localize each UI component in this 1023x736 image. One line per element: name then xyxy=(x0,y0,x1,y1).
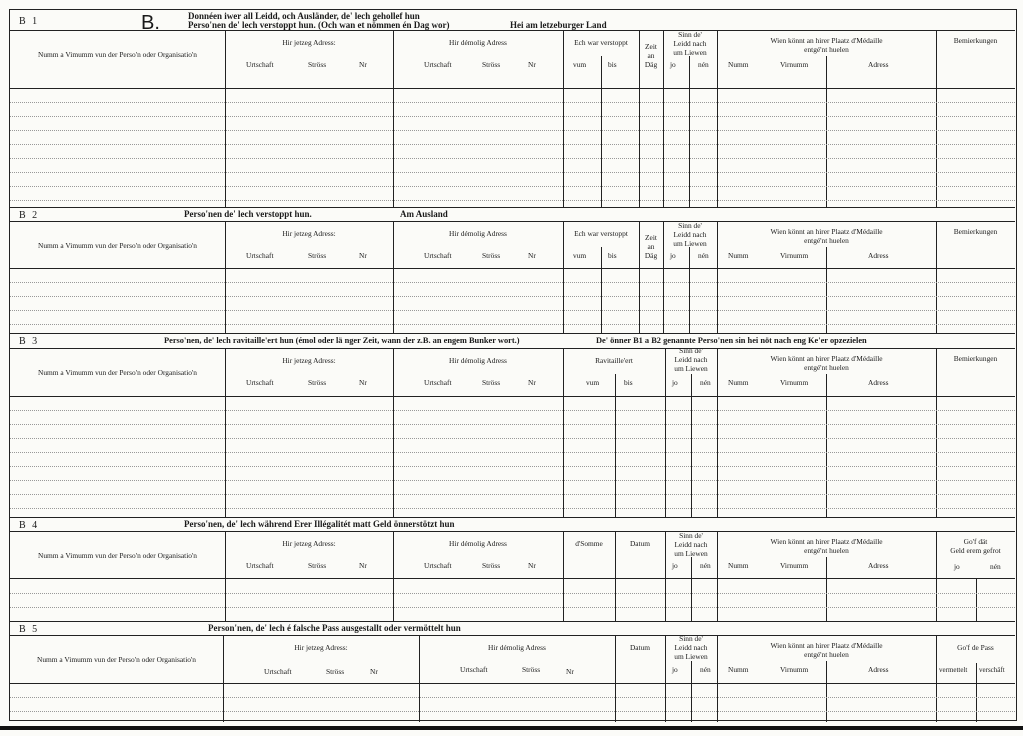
col-from: vum xyxy=(586,378,600,387)
col-suffered-3: um Liewen xyxy=(674,549,708,558)
section-b1 xyxy=(10,10,1015,208)
col-former-number: Nr xyxy=(528,561,536,570)
col-current-street: Ströss xyxy=(326,667,345,676)
col-medal-2: entgé'nt huelen xyxy=(804,236,849,245)
section-b5-title: Person'nen, de' lech é falsche Pass ausgestallt oder vermöttelt hun xyxy=(208,623,461,633)
section-b4-header xyxy=(10,518,1015,532)
section-b5-code: B 5 xyxy=(19,624,40,635)
section-b4-title: Perso'nen, de' lech während Erer Illégalitét matt Geld önnerstötzt hun xyxy=(184,519,455,529)
col-current-locality: Urtschaft xyxy=(264,667,292,676)
col-current-locality: Urtschaft xyxy=(246,251,274,260)
col-hidden: Ech war verstoppt xyxy=(574,229,628,238)
form-letter: B. xyxy=(141,12,160,34)
section-b2-table xyxy=(10,221,1015,334)
col-pass-issued: verschäft xyxy=(979,666,1005,674)
section-b4-table xyxy=(10,531,1015,622)
col-medal-address: Adress xyxy=(868,251,889,260)
col-from: vum xyxy=(573,60,587,69)
col-medal-2: entgé'nt huelen xyxy=(804,45,849,54)
col-yes: jo xyxy=(672,665,678,674)
col-medal-name: Numm xyxy=(728,378,749,387)
col-current-street: Ströss xyxy=(308,251,327,260)
col-medal-2: entgé'nt huelen xyxy=(804,363,849,372)
section-b1-header xyxy=(10,10,1015,34)
col-suffered-1: Sinn de' xyxy=(679,346,703,355)
col-medal-2: entgé'nt huelen xyxy=(804,546,849,555)
col-remarks: Bemierkungen xyxy=(953,354,998,363)
col-days-1: Zeit xyxy=(645,42,657,51)
col-current-number: Nr xyxy=(359,251,367,260)
col-current-address: Hir jetzeg Adress: xyxy=(294,643,348,652)
col-person: Numm a Vimumm vun der Perso'n oder Organisatio'n xyxy=(38,368,197,377)
col-medal-1: Wien könnt an hirer Plaatz d'Médaille xyxy=(770,537,883,546)
col-medal-name: Numm xyxy=(728,665,749,674)
col-current-number: Nr xyxy=(359,60,367,69)
col-suffered-3: um Liewen xyxy=(673,239,707,248)
section-b4-code: B 4 xyxy=(19,520,40,531)
col-current-street: Ströss xyxy=(308,378,327,387)
col-former-address: Hir démolig Adress xyxy=(449,539,507,548)
section-b4 xyxy=(10,518,1015,622)
col-former-street: Ströss xyxy=(522,665,541,674)
col-suffered-3: um Liewen xyxy=(674,652,708,661)
col-remarks: Bemierkungen xyxy=(953,227,998,236)
col-current-address: Hir jetzeg Adress: xyxy=(282,229,336,238)
col-medal-first-name: Virnumm xyxy=(780,60,809,69)
col-pass: Go'f de Pass xyxy=(957,643,994,652)
section-b3-code: B 3 xyxy=(19,336,40,347)
col-former-street: Ströss xyxy=(482,251,501,260)
col-suffered-2: Leidd nach xyxy=(674,643,708,652)
col-current-address: Hir jetzeg Adress: xyxy=(282,539,336,548)
col-person: Numm a Vimumm vun der Perso'n oder Organisatio'n xyxy=(38,241,197,250)
section-b3-header xyxy=(10,334,1015,349)
section-b5 xyxy=(10,622,1015,722)
col-medal-first-name: Virnumm xyxy=(780,251,809,260)
col-suffered-1: Sinn de' xyxy=(678,221,702,230)
col-remarks: Bemierkungen xyxy=(953,36,998,45)
col-former-locality: Urtschaft xyxy=(460,665,488,674)
col-suffered-3: um Liewen xyxy=(674,364,708,373)
col-pass-given: vermettelt xyxy=(939,666,968,674)
col-former-address: Hir démolig Adress xyxy=(488,643,546,652)
col-days-1: Zeit xyxy=(645,233,657,242)
col-former-address: Hir démolig Adress xyxy=(449,229,507,238)
section-b1-table xyxy=(10,30,1015,208)
col-days-2: an xyxy=(647,242,655,251)
section-b1-code: B 1 xyxy=(19,16,40,27)
col-former-locality: Urtschaft xyxy=(424,60,452,69)
col-person: Numm a Vimumm vun der Perso'n oder Organisatio'n xyxy=(38,551,197,560)
col-hidden: Ech war verstoppt xyxy=(574,38,628,47)
col-former-address: Hir démolig Adress xyxy=(449,38,507,47)
col-suffered-1: Sinn de' xyxy=(678,30,702,39)
col-medal-first-name: Virnumm xyxy=(780,378,809,387)
section-b1-title-line1: Donnéen iwer all Leidd, och Ausländer, de' lech gehollef hun xyxy=(188,11,420,21)
col-date: Datum xyxy=(629,539,651,548)
col-medal-1: Wien könnt an hirer Plaatz d'Médaille xyxy=(770,227,883,236)
col-former-number: Nr xyxy=(566,667,574,676)
col-current-address: Hir jetzeg Adress: xyxy=(282,38,336,47)
col-days-3: Däg xyxy=(644,60,658,69)
section-b1-title-line2: Perso'nen de' lech verstoppt hun. (Och wan et nömmen én Dag wor) xyxy=(188,20,450,30)
col-former-number: Nr xyxy=(528,60,536,69)
col-former-number: Nr xyxy=(528,378,536,387)
col-medal-address: Adress xyxy=(868,561,889,570)
col-former-locality: Urtschaft xyxy=(424,251,452,260)
col-yes: jo xyxy=(670,251,676,260)
col-current-locality: Urtschaft xyxy=(246,60,274,69)
col-person: Numm a Vimumm vun der Perso'n oder Organisatio'n xyxy=(37,655,196,664)
section-b2-header xyxy=(10,208,1015,222)
col-to: bis xyxy=(608,60,617,69)
col-current-address: Hir jetzeg Adress: xyxy=(282,356,336,365)
col-medal-address: Adress xyxy=(868,60,889,69)
col-no: nén xyxy=(698,251,709,260)
col-suffered-2: Leidd nach xyxy=(674,355,708,364)
section-b1-title-extra: Hei am letzeburger Land xyxy=(510,20,607,30)
col-to: bis xyxy=(624,378,633,387)
col-former-street: Ströss xyxy=(482,60,501,69)
col-suffered-1: Sinn de' xyxy=(679,634,703,643)
col-suffered-3: um Liewen xyxy=(673,48,707,57)
col-medal-address: Adress xyxy=(868,378,889,387)
col-former-street: Ströss xyxy=(482,378,501,387)
col-from: vum xyxy=(573,251,587,260)
section-b3-title: Perso'nen, de' lech ravitaille'ert hun (émol oder lä nger Zeit, wann der z.B. an engem Bunker wort.) xyxy=(164,336,520,345)
col-yes: jo xyxy=(670,60,676,69)
col-money-back-1: Go'f dät xyxy=(963,537,988,546)
page-bottom-edge xyxy=(0,726,1023,730)
col-former-number: Nr xyxy=(528,251,536,260)
col-former-address: Hir démolig Adress xyxy=(449,356,507,365)
col-supplied: Ravitaille'ert xyxy=(595,356,633,365)
col-no: nén xyxy=(700,561,711,570)
col-no: nén xyxy=(698,60,709,69)
col-no: nén xyxy=(700,378,711,387)
section-b2-title: Perso'nen de' lech verstoppt hun. xyxy=(184,209,312,219)
section-b2-code: B 2 xyxy=(19,210,40,221)
section-b3-table xyxy=(10,348,1015,518)
col-medal-1: Wien könnt an hirer Plaatz d'Médaille xyxy=(770,354,883,363)
col-no: nén xyxy=(700,665,711,674)
col-current-number: Nr xyxy=(359,378,367,387)
col-former-locality: Urtschaft xyxy=(424,561,452,570)
section-b3-title-extra: De' önner B1 a B2 genannte Perso'nen sin hei nöt nach eng Ke'er opzezielen xyxy=(596,336,867,345)
col-money-back-2: Geld erem gefrot xyxy=(950,546,1001,555)
col-former-locality: Urtschaft xyxy=(424,378,452,387)
col-money-no: nén xyxy=(990,562,1001,571)
col-current-locality: Urtschaft xyxy=(246,561,274,570)
col-medal-first-name: Virnumm xyxy=(780,561,809,570)
col-money-yes: jo xyxy=(954,562,960,571)
col-person: Numm a Vimumm vun der Perso'n oder Organisatio'n xyxy=(38,50,197,59)
col-sum: d'Somme xyxy=(575,539,603,548)
col-medal-1: Wien könnt an hirer Plaatz d'Médaille xyxy=(770,36,883,45)
col-suffered-2: Leidd nach xyxy=(673,39,707,48)
col-suffered-2: Leidd nach xyxy=(674,540,708,549)
col-current-street: Ströss xyxy=(308,561,327,570)
col-current-street: Ströss xyxy=(308,60,327,69)
section-b2-title-extra: Am Ausland xyxy=(400,209,448,219)
col-medal-first-name: Virnumm xyxy=(780,665,809,674)
col-medal-1: Wien könnt an hirer Plaatz d'Médaille xyxy=(770,641,883,650)
col-current-number: Nr xyxy=(359,561,367,570)
section-b5-table xyxy=(10,635,1015,722)
col-medal-address: Adress xyxy=(868,665,889,674)
col-suffered-2: Leidd nach xyxy=(673,230,707,239)
col-medal-name: Numm xyxy=(728,561,749,570)
col-days-2: an xyxy=(647,51,655,60)
col-days-3: Däg xyxy=(644,251,658,260)
col-former-street: Ströss xyxy=(482,561,501,570)
col-medal-name: Numm xyxy=(728,60,749,69)
col-current-locality: Urtschaft xyxy=(246,378,274,387)
col-yes: jo xyxy=(672,561,678,570)
col-date: Datum xyxy=(629,643,651,652)
section-b5-header xyxy=(10,622,1015,636)
col-medal-name: Numm xyxy=(728,251,749,260)
col-current-number: Nr xyxy=(370,667,378,676)
col-yes: jo xyxy=(672,378,678,387)
registration-form xyxy=(9,9,1017,721)
section-b3 xyxy=(10,334,1015,518)
col-medal-2: entgé'nt huelen xyxy=(804,650,849,659)
section-b2 xyxy=(10,208,1015,334)
col-suffered-1: Sinn de' xyxy=(679,531,703,540)
col-to: bis xyxy=(608,251,617,260)
